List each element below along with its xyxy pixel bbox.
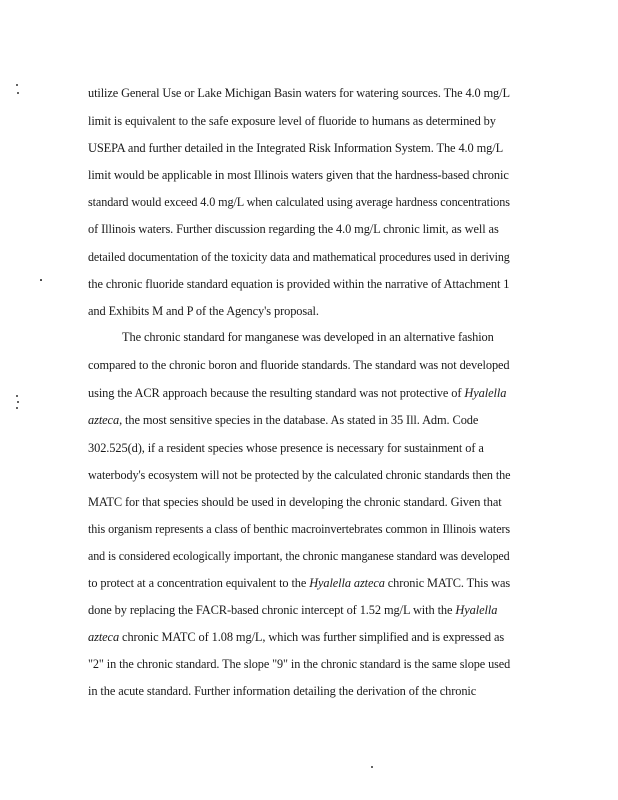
text-line-14 — [88, 441, 484, 456]
text-run: 302.525(d), if a resident species whose presence is necessary for sustainment of a — [88, 441, 484, 455]
text-line-17 — [88, 522, 510, 537]
text-line-22 — [88, 657, 510, 672]
species-name: Hyalella — [455, 603, 498, 617]
text-line-21 — [88, 630, 504, 645]
text-run: and Exhibits M and P of the Agency's proposal. — [88, 304, 319, 318]
text-run: The chronic standard for manganese was developed in an alternative fashion — [122, 330, 494, 344]
text-run: and is considered ecologically important, the chronic manganese standard was developed — [88, 549, 510, 563]
text-line-12 — [88, 386, 506, 401]
species-name: azteca — [88, 413, 120, 427]
scan-speck — [371, 766, 373, 768]
text-run: "2" in the chronic standard. The slope "9" in the chronic standard is the same slope used — [88, 657, 511, 671]
text-run: chronic MATC of 1.08 mg/L, which was further simplified and is expressed as — [119, 630, 505, 644]
text-run: using the ACR approach because the resulting standard was not protective of — [88, 386, 465, 400]
scan-speck — [16, 395, 18, 397]
scan-speck — [40, 279, 42, 281]
text-run: this organism represents a class of benthic macroinvertebrates common in Illinois waters — [88, 522, 511, 536]
text-line-5 — [88, 195, 510, 210]
text-run: MATC for that species should be used in developing the chronic standard. Given that — [88, 495, 502, 509]
text-line-16 — [88, 495, 502, 510]
text-run: USEPA and further detailed in the Integrated Risk Information System. The 4.0 mg/L — [88, 141, 504, 155]
text-run: utilize General Use or Lake Michigan Basin waters for watering sources. The 4.0 mg/L — [88, 86, 510, 100]
species-name: azteca — [88, 630, 120, 644]
text-line-7 — [88, 250, 510, 265]
text-run: of Illinois waters. Further discussion regarding the 4.0 mg/L chronic limit, as well as — [88, 222, 499, 236]
text-run: detailed documentation of the toxicity data and mathematical procedures used in deriving — [88, 250, 510, 264]
text-line-8 — [88, 277, 509, 292]
text-line-20 — [88, 603, 497, 618]
text-line-6 — [88, 222, 499, 237]
text-line-13 — [88, 413, 478, 428]
text-run: chronic MATC. This was — [384, 576, 511, 590]
text-run: done by replacing the FACR-based chronic intercept of 1.52 mg/L with the — [88, 603, 456, 617]
text-line-11 — [88, 358, 510, 373]
species-name: Hyalella — [464, 386, 507, 400]
text-line-10 — [122, 330, 494, 345]
text-run: to protect at a concentration equivalent to the — [88, 576, 310, 590]
scan-speck — [17, 92, 19, 94]
text-line-1 — [88, 86, 510, 101]
text-run: , the most sensitive species in the database. As stated in 35 Ill. Adm. Code — [119, 413, 479, 427]
text-run: compared to the chronic boron and fluoride standards. The standard was not developed — [88, 358, 510, 372]
text-line-15 — [88, 468, 510, 483]
scan-speck — [16, 84, 18, 86]
species-name: Hyalella azteca — [309, 576, 385, 590]
text-run: limit would be applicable in most Illinois waters given that the hardness-based chronic — [88, 168, 509, 182]
text-run: standard would exceed 4.0 mg/L when calculated using average hardness concentrations — [88, 195, 510, 209]
scan-speck — [16, 407, 18, 409]
text-run: waterbody's ecosystem will not be protected by the calculated chronic standards then the — [88, 468, 511, 482]
text-line-2 — [88, 114, 496, 129]
text-run: in the acute standard. Further information detailing the derivation of the chronic — [88, 684, 477, 698]
text-line-18 — [88, 549, 510, 564]
text-line-4 — [88, 168, 509, 183]
text-line-19 — [88, 576, 510, 591]
text-line-9 — [88, 304, 319, 319]
scan-speck — [17, 401, 19, 403]
text-run: the chronic fluoride standard equation is provided within the narrative of Attachment 1 — [88, 277, 510, 291]
text-line-23 — [88, 684, 476, 699]
text-run: limit is equivalent to the safe exposure level of fluoride to humans as determined by — [88, 114, 496, 128]
text-line-3 — [88, 141, 503, 156]
